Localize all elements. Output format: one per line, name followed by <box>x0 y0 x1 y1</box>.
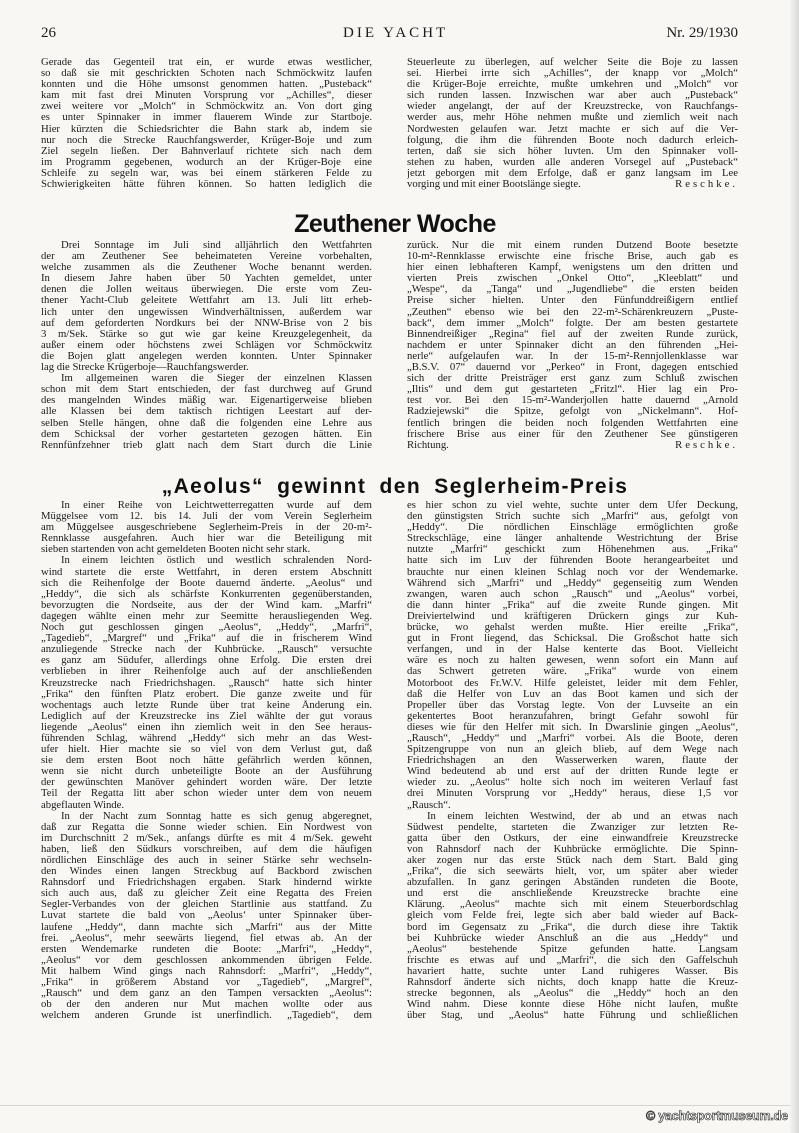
text-line: In einer Reihe von Leichtwetterregatten wurde auf dem <box>61 500 372 511</box>
text-line: nachdem er unter Spinnaker dicht an den führenden „Hei- <box>407 339 738 351</box>
text-line: laufene „Heddy“, dann machte sich „Marfri“ aus der Mitte <box>41 921 372 933</box>
text-line: zurück. Nur die mit einem runden Dutzend Boote besetzte <box>407 240 738 251</box>
text-line: Im allgemeinen waren die Sieger der einzelnen Klassen <box>61 373 372 385</box>
text-line: die Bojen glatt angelegen werden konnten. Unter Spinnaker <box>41 350 372 362</box>
headline-aeolus: „Aeolus“ gewinnt den Seglerheim-Preis <box>161 475 629 498</box>
text-line: In diesem Jahre haben über 50 Yachten gemeldet, unter <box>41 273 372 285</box>
masthead: DIE YACHT <box>343 25 449 41</box>
text-line: Steuerleute zu überlegen, auf welcher Seite die Boje zu lassen <box>407 57 738 68</box>
text-line: „Tagedieb“, „Margref“ und „Frika“ auf die in frischerem Wind <box>41 633 372 645</box>
headline-zeuthener-woche: Zeuthener Woche <box>294 210 496 238</box>
text-line: hier einen lebhafteren Kampf, wenigstens um den dritten und <box>407 262 738 274</box>
text-line: wochentags auch letzte Runde über trat keine Änderung ein. <box>41 699 372 711</box>
author-signature: Reschke. <box>675 179 738 191</box>
text-line: kam mit fast drei Minuten Vorsprung vor „Achilles“, dieser <box>41 90 372 102</box>
text-line: wieder angelangt, der auf der Kreuzstrecke, von Rauchfangs- <box>407 101 738 113</box>
text-line: abzufallen. In ganz geringen Abständen rundeten die Boote, <box>407 877 738 889</box>
text-line: bord im Gegensatz zu „Frika“, die durch diese ihre Taktik <box>407 921 738 933</box>
text-line: nur noch die Strecke Rauchfangswerder, Krüger-Boje und zum <box>41 134 372 146</box>
text-line: In einem leichten östlich und westlich schralenden Nord- <box>61 555 372 567</box>
text-line: Segler-Verbandes von der gleichen Startlinie aus stattfand. Zu <box>41 899 372 911</box>
text-line: Während sich „Marfri“ und „Heddy“ gegenseitig zum Wenden <box>407 577 738 589</box>
paragraph <box>407 57 738 190</box>
text-line: konnten und die Höhe umsonst genommen hatten. „Pusteback“ <box>41 79 372 91</box>
text-line: am Müggelsee ausgeschriebene Seglerheim-Preis in der 20-m²- <box>41 522 372 534</box>
zeuthener-right-column <box>407 240 738 451</box>
text-line: lich unter den ungewissen Windverhältnissen, außerdem war <box>41 306 372 318</box>
text-line: „Wespe“, da „Tanga“ und „Jugendliebe“ die ersten beiden <box>407 284 738 296</box>
article-continuation-left-column <box>41 57 372 190</box>
text-line: das Schwert getreten wäre. „Frika“ wurde von einem <box>407 666 738 678</box>
text-line: wenn sie nicht durch unbeteiligte Boote an der Ausführung <box>41 766 372 778</box>
paragraph <box>41 500 372 555</box>
text-line: zwei weitere vor „Molch“ in Schmöckwitz an. Von dort ging <box>41 101 372 113</box>
text-line: so daß sie mit geschrickten Schoten nach Schmöckwitz laufen <box>41 68 372 80</box>
text-line: Lediglich auf der Kreuzstrecke ins Ziel wählte der gut voraus <box>41 710 372 722</box>
text-line: der gewünschten Manöver gehindert worden wäre. Der letzte <box>41 777 372 789</box>
text-line: „Aeolus“ vor dem geschlossen ankommenden übrigen Felde. <box>41 954 372 966</box>
text-line: Luvat startete die bald von „Aeolus‘ unter Spinnaker über- <box>41 910 372 922</box>
text-line: außer einem oder höchstens zwei Schlägen vor Schmöckwitz <box>41 339 372 351</box>
text-line: zwangen, waren auch schon „Rausch“ und „Aeolus“ vorbei, <box>407 588 738 600</box>
text-line: „Rausch“ und dem ganz an den Tampen versackten „Aeolus“: <box>41 988 372 1000</box>
text-line: Hier kürzten die Schiedsrichter die Bahn stark ab, indem sie <box>41 123 372 135</box>
text-line: verblieben in ihrer Reihenfolge auch auf der anschließenden <box>41 666 372 678</box>
text-line: welche zusammen als die Zeuthener Woche benannt werden. <box>41 262 372 274</box>
watermark: © yachtsportmuseum.de <box>646 1109 788 1123</box>
scan-edge-shadow <box>790 0 799 1133</box>
text-line: die Krüger-Boje erreichte, mußte umkehren und „Molch“ vor <box>407 79 738 91</box>
text-line: welchem anderen Grunde ist unerfindlich. „Tagedieb“, dem <box>41 1010 372 1022</box>
text-line: „Aeolus“ bestehende Spitze gefunden hatte. Langsam <box>407 943 738 955</box>
text-line <box>407 440 738 451</box>
text-line: 10-m²-Rennklasse erwischte eine frische Brise, auch gab es <box>407 251 738 263</box>
text-line: von Rahnsdorf nach der Kuhbrücke ermöglichte. Die Spinn- <box>407 843 738 855</box>
text-line: jetzt geborgen mit dem Erfolge, daß er ganz langsam im Lee <box>407 167 738 179</box>
text-line: bei Kuhbrücke wieder Anschluß an die aus „Heddy“ und <box>407 932 738 944</box>
aeolus-right-column <box>407 500 738 1021</box>
text-line: wäre es noch zu halten gewesen, wenn sofort ein Mann auf <box>407 655 738 667</box>
text-line: Drei Sonntage im Juli sind alljährlich den Wettfahrten <box>61 240 372 251</box>
text-line: gekentertes Boot heranzufahren, bringt Gefahr sowohl für <box>407 710 738 722</box>
text-line: Klärung. „Aeolus“ machte sich mit einem Steuerbordschlag <box>407 899 738 911</box>
text-line: über Stag, und „Aeolus“ hatte Führung und schließlichen <box>407 1010 738 1022</box>
article-continuation-right-column <box>407 57 738 190</box>
issue-number: Nr. 29/1930 <box>666 25 738 41</box>
text-line: In einem leichten Westwind, der ab und an etwas nach <box>427 810 738 822</box>
text-line: schon mit dem Start entschieden, der fast durchweg auf Grund <box>41 384 372 396</box>
text-line: denen die Jollen weitaus überwiegen. Die erste vom Zeu- <box>41 284 372 296</box>
text-line: Dreiviertelwind und kräftigeren Drückern gings zur Kuh- <box>407 610 738 622</box>
text-line-content: Richtung. <box>407 439 449 451</box>
paragraph <box>41 57 372 190</box>
text-line: Rennfünfzehner trieb glatt nach dem Start durch die Linie <box>41 439 372 451</box>
text-line: haben, ließ den Südkurs vorschreiben, auf dem die häufigen <box>41 843 372 855</box>
text-line: des mangelnden Windes mäßig war. Eigenartigerweise blieben <box>41 395 372 407</box>
text-line: selben Stelle hängen, ohne daß die folgenden eine Lehre aus <box>41 417 372 429</box>
text-line: dieses wie für den Helfer mit sich. In Dwarslinie gingen „Aeolus“, <box>407 721 738 733</box>
text-line <box>407 179 738 190</box>
paragraph <box>407 811 738 1022</box>
text-line: Kreuzstrecke nach Friedrichshagen. „Rausch“ hatte sich hinter <box>41 677 372 689</box>
text-line: Schleife zu segeln war, was bei einem stärkeren Felde zu <box>41 167 372 179</box>
text-line: im Programm gegebenen, wodurch an der Krüger-Boje eine <box>41 156 372 168</box>
text-line: gut in Front liegend, das Schicksal. Die Großschot hatte sich <box>407 633 738 645</box>
text-line: strecke begonnen, als „Aeolus“ die „Heddy“ hoch an den <box>407 988 738 1000</box>
text-line: Rahnsdorf und Friedrichshagen ergaben. Stark hindernd wirkte <box>41 877 372 889</box>
text-line: gatta über den Ostkurs, der eine einwandfreie Kreuzstrecke <box>407 832 738 844</box>
text-line: sich die Reihenfolge der Boote dauernd änderte. „Aeolus“ und <box>41 577 372 589</box>
text-line: Müggelsee vom 12. bis 14. Juli der vom Verein Seglerheim <box>41 511 372 523</box>
text-line: „Frika“ in größerem Abstand vor „Tagedieb“, „Margref“, <box>41 977 372 989</box>
page-number: 26 <box>41 25 56 41</box>
text-line: Südwest pendelte, starteten die Zwanziger zur letzten Re- <box>407 821 738 833</box>
text-line: sie dem ersten Boot noch hätte gefährlich werden können, <box>41 755 372 767</box>
text-line: sieben startenden von acht gemeldeten Booten nicht sehr stark. <box>41 544 311 556</box>
text-line: hatte sich im Luv der führenden Boote herangearbeitet und <box>407 555 738 567</box>
text-line: frischte es etwas auf und „Marfri“, die sich den Gaffelschuh <box>407 954 738 966</box>
text-line: Preise sicher hielten. Unter den Fünfunddreißigern entlief <box>407 295 738 307</box>
text-line: sei. Hierbei irrte sich „Achilles“, der knapp vor „Molch“ <box>407 68 738 80</box>
text-line: terten, daß sie sich höher luvten. Um den Spinnaker voll- <box>407 145 738 157</box>
text-line: alle Klassen bei dem taktisch richtigen Leestart auf der- <box>41 406 372 418</box>
text-line: Friedrichshagen an den Wasserwerken waren, flaute der <box>407 755 738 767</box>
text-line: liegende „Aeolus“ einen ihn ziemlich weit in den See heraus- <box>41 721 372 733</box>
text-line: drei Minuten Vorsprung vor „Heddy“ heraus, diese 1,5 vor <box>407 788 738 800</box>
text-line: ob der den anderen nur Mut machen wollte oder aus <box>41 999 372 1011</box>
text-line: es ganz am Südufer, allerdings ohne Erfolg. Die ersten drei <box>41 655 372 667</box>
text-line: fentlich bringen die beiden noch folgenden Wettfahrten eine <box>407 417 738 429</box>
text-line: back“, dem immer „Molch“ folgte. Der am besten gestartete <box>407 317 738 329</box>
text-line: führenden Schlag, während „Heddy“ sich mehr an das West- <box>41 732 372 744</box>
text-line: ersten Wendemarke rundeten die Boote: „Marfri“, „Heddy“, <box>41 943 372 955</box>
text-line: Nordwesten gelaufen war. Jetzt machte er sich auf die Ver- <box>407 123 738 135</box>
text-line: „Iltis“ und dem gut gestarteten „Fritzl“. Hier lag ein Pro- <box>407 384 738 396</box>
text-line: den günstigsten Strich suchte sich „Marfri“ aus, gefolgt von <box>407 511 738 523</box>
text-line: frischere Brise aus einer für den Zeuthener See günstigeren <box>407 428 738 440</box>
text-line: Spitzengruppe von nun an gleich blieb, auf dem Wege nach <box>407 744 738 756</box>
text-line: dem Schicksal der vorher gestarteten gezogen hätten. Ein <box>41 428 372 440</box>
paragraph <box>41 240 372 373</box>
text-line: Rahnsdorf änderte sich nichts, doch knapp hatte die Kreuz- <box>407 977 738 989</box>
text-line: werder aus, mehr Höhe nehmen mußte und ziemlich weit nach <box>407 112 738 124</box>
text-line: In der Nacht zum Sonntag hatte es sich genug abgeregnet, <box>61 810 372 822</box>
zeuthener-left-column <box>41 240 372 451</box>
paragraph <box>41 373 372 451</box>
text-line: auf dem geforderten Nordkurs bei der NNW-Brise von 2 bis <box>41 317 372 329</box>
text-line: Schwierigkeiten hätte führen können. So hatten lediglich die <box>41 179 372 191</box>
text-line: sich auch aus, daß zu gleicher Zeit eine Regatta des Freien <box>41 888 372 900</box>
text-line: nördlichen Einschläge des auch in seiner Stärke sehr wechseln- <box>41 855 372 866</box>
paragraph <box>41 555 372 810</box>
text-line: thener Yacht-Club geleitete Wettfahrt am 13. Juli litt erheb- <box>41 295 372 307</box>
paragraph <box>407 240 738 451</box>
text-line: nutzte „Marfri“ geschickt zum Höhenehmen aus. „Frika“ <box>407 544 738 556</box>
text-line: „Rausch“, „Heddy“ und „Marfri“ vorbei. Als die Boote, deren <box>407 732 738 744</box>
text-line: daß zur Regatta die Sonne wieder schien. Ein Nordwest von <box>41 821 372 833</box>
text-line: „Zeuthen“ ebenso wie bei den 22-m²-Schärenkreuzern „Puste- <box>407 306 738 318</box>
text-line: nerle“ aufgelaufen war. In der 15-m²-Rennjollenklasse war <box>407 350 738 362</box>
text-line: es unter Spinnaker in immer flauerem Winde zur Startboje. <box>41 112 372 124</box>
text-line: Motorboot des Fr.W.V. Hilfe geleistet, leider mit dem Fehler, <box>407 677 738 689</box>
text-line: brauchte nur einen kleinen Schlag noch vor der Wendemarke. <box>407 566 738 578</box>
text-line: Radziejewski“ die Spitze, gefolgt von „Nickelmann“. Hof- <box>407 406 738 418</box>
paragraph <box>407 500 738 811</box>
text-line: brücke, wo gehalst werden mußte. Hier ereilte „Frika“, <box>407 622 738 634</box>
text-line: „Frika“, die sich seewärts hielt, vor, um später aber wieder <box>407 866 738 878</box>
text-line: Mit halbem Wind gings nach Rahnsdorf: „Marfri“, „Heddy“, <box>41 965 372 977</box>
text-line: abgeflauten Winde. <box>41 799 125 811</box>
text-line: den Windes einen langen Streckbug auf Backbord zwischen <box>41 866 372 878</box>
text-line: Gerade das Gegenteil trat ein, er wurde etwas westlicher, <box>41 57 372 68</box>
text-line: anzuliegende Strecke nach der Kuhbrücke. „Rausch“ versuchte <box>41 644 372 656</box>
text-line: Teil der Regatta litt aber schon wieder unter dem von neuem <box>41 788 372 800</box>
text-line: bevorzugten die Nordseite, aus der der Wind kam. „Marfri“ <box>41 599 372 611</box>
text-line: sich runden lassen. Inzwischen war aber auch „Pusteback“ <box>407 90 738 102</box>
aeolus-left-column <box>41 500 372 1021</box>
paragraph <box>41 811 372 1022</box>
text-line: folgung, die ihm die führenden Boote noch dadurch erleich- <box>407 134 738 146</box>
text-line: Ziel segeln ließen. Der Bahnverlauf richtete sich nach dem <box>41 145 372 157</box>
text-line: „B.S.V. 07“ dauernd vor „Perkeo“ in Front, dagegen entschied <box>407 362 738 374</box>
text-line: der am Zeuthener See beheimateten Vereine vorbehalten, <box>41 251 372 263</box>
text-line: Wind bedeutend ab und erst auf der dritten Runde legte er <box>407 766 738 778</box>
text-line: „Frika“ den fünften Platz erobert. Die ganze zweite und für <box>41 688 372 700</box>
page-bottom-rule <box>0 1105 790 1106</box>
text-line: im Durchschnitt 2 m/Sek., anfangs dürfte es mit 4 m/Sek. geweht <box>41 832 372 844</box>
text-line: „Heddy“. Die nördlichen Einschläge ermöglichten große <box>407 522 738 534</box>
text-line-content: vorging und mit einer Bootslänge siegte. <box>407 179 581 191</box>
text-line: wieder zu. „Aeolus“ holte sich noch im weiteren Verlauf fast <box>407 777 738 789</box>
text-line: gleich vom Felde frei, legte sich aber bald wieder auf Back- <box>407 910 738 922</box>
text-line: aker zogen nur das erste Stück nach dem Start. Bald ging <box>407 855 738 866</box>
text-line: verfangen, und in der Halse kenterte das Boot. Vielleicht <box>407 644 738 656</box>
text-line: Noch gut geschlossen gingen „Aeolus“, „Heddy“, „Marfri“, <box>41 622 372 634</box>
text-line: vierten Preis zwischen „Onkel Otto“, „Kleeblatt“ und <box>407 273 738 285</box>
text-line: havariert hatte, suchte unter Land ruhigeres Wasser. Bis <box>407 965 738 977</box>
text-line: und erst die anschließende Kreuzstrecke brachte eine <box>407 888 738 900</box>
text-line: test vor. Bei den 15-m²-Wanderjollen hatte dauernd „Arnold <box>407 395 738 407</box>
text-line: lag die Strecke Krügerboje—Rauchfangswerder. <box>41 362 249 374</box>
text-line: 3 m/Sek. Stärke so gut wie gar keine Kreuzgelegenheit, da <box>41 328 372 340</box>
text-line: Binnendreißiger „Regina“ fiel auf der zweiten Runde zurück, <box>407 328 738 340</box>
text-line: frei. „Aeolus“, mehr seewärts liegend, fiel etwas ab. An der <box>41 932 372 944</box>
text-line: „Rausch“. <box>407 799 451 811</box>
text-line: Streckschläge, eine länger anhaltende Westrichtung der Brise <box>407 533 738 545</box>
author-signature: Reschke. <box>675 439 738 451</box>
text-line: dagegen wählte einen mehr zur Seemitte herausliegenden Weg. <box>41 610 372 622</box>
text-line: ufer hielt. Hier machte sie so viel von dem Verlust gut, daß <box>41 744 372 756</box>
text-line: Propeller über das Vorstag legte. Von der Luvseite an ein <box>407 699 738 711</box>
text-line: die dann hinter „Frika“ auf die zweite Runde gingen. Mit <box>407 599 738 611</box>
text-line: es hier schon zu viel wehte, suchte unter dem Ufer Deckung, <box>407 500 738 511</box>
text-line: „Heddy“, die sich als schärfste Konkurrenten gegenüberstanden, <box>41 588 372 600</box>
text-line: daß die Helfer von Luv an das Boot kamen und sich der <box>407 688 738 700</box>
text-line: sich der dritte Preisträger erst ganz zum Schluß zwischen <box>407 373 738 385</box>
text-line: wind startete die erste Wettfahrt, in deren erstem Abschnitt <box>41 566 372 578</box>
text-line: Rennklasse ausgefahren. Auch hier war die Beteiligung mit <box>41 533 372 545</box>
text-line: Wind nahm. Diese konnte diese Höhe nicht laufen, mußte <box>407 999 738 1011</box>
text-line: stehen zu haben, wurden alle anderen Vorsegel auf „Pusteback“ <box>407 156 738 168</box>
